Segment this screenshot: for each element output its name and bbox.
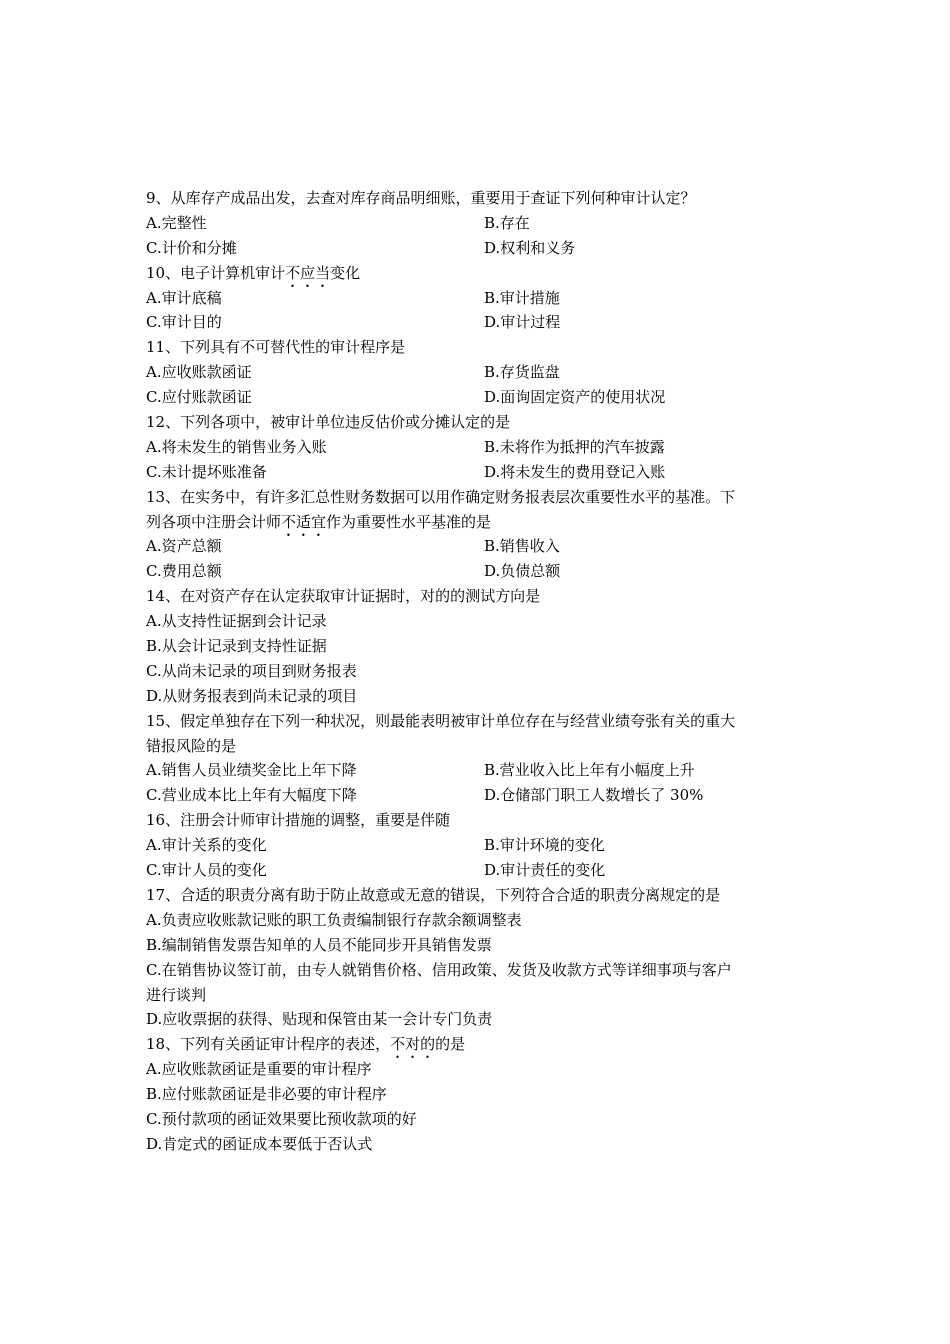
- question-13-options-row-2: [146, 559, 816, 584]
- question-9-options-row-1: [146, 211, 816, 236]
- stem-text: 变化: [330, 263, 361, 282]
- question-15-options-row-1: [146, 758, 816, 783]
- question-13-options-row-1: [146, 534, 816, 559]
- emphasized-text: 不对的: [390, 1035, 436, 1054]
- question-15-options-row-2: [146, 783, 816, 808]
- question-18-option-c: C.预付款项的函证效果要比预收款项的好: [146, 1109, 417, 1128]
- question-13-option-d: D.负债总额: [484, 562, 561, 581]
- question-16-options-row-1: [146, 833, 816, 858]
- stem-text: 作为重要性水平基准的是: [326, 512, 492, 531]
- question-18-option-d: D.肯定式的函证成本要低于否认式: [146, 1134, 373, 1153]
- question-18-option-b: B.应付账款函证是非必要的审计程序: [146, 1085, 387, 1104]
- stem-text: 10、电子计算机审计: [146, 263, 286, 282]
- question-11-option-d: D.面询固定资产的使用状况: [484, 388, 666, 407]
- stem-text: 18、下列有关函证审计程序的表述，: [146, 1035, 391, 1054]
- question-9-stem: 9、从库存产成品出发，去查对库存商品明细账，重要用于查证下列何种审计认定？: [146, 189, 696, 207]
- question-12-option-d: D.将未发生的费用登记入账: [484, 462, 666, 481]
- question-10-option-d: D.审计过程: [484, 313, 561, 332]
- question-12-option-b: B.未将作为抵押的汽车披露: [484, 437, 665, 456]
- question-11-option-b: B.存货监盘: [484, 363, 560, 382]
- question-15-stem-line-1: 15、假定单独存在下列一种状况，则最能表明被审计单位存在与经营业绩夸张有关的重大: [146, 711, 736, 730]
- question-15-option-c: C.营业成本比上年有大幅度下降: [146, 786, 357, 805]
- question-14-option-b: B.从会计记录到支持性证据: [146, 637, 327, 656]
- question-12-option-c: C.未计提坏账准备: [146, 462, 267, 481]
- question-13-stem-line-1: 13、在实务中，有许多汇总性财务数据可以用作确定财务报表层次重要性水平的基准。下: [146, 487, 736, 506]
- emphasized-text: 不应当: [285, 263, 331, 282]
- stem-text: 的是: [435, 1035, 466, 1054]
- question-17-option-c: C.在销售协议签订前，由专人就销售价格、信用政策、发货及收款方式等详细事项与客户: [146, 960, 732, 979]
- question-11-option-a: A.应收账款函证: [146, 363, 252, 382]
- question-18-option-a: A.应收账款函证是重要的审计程序: [146, 1060, 372, 1079]
- question-17-option-d: D.应收票据的获得、贴现和保管由某一会计专门负责: [146, 1010, 493, 1029]
- question-11-stem: 11、下列具有不可替代性的审计程序是: [146, 338, 406, 357]
- question-list: [146, 186, 816, 1157]
- question-14-stem: 14、在对资产存在认定获取审计证据时，对的的测试方向是: [146, 587, 541, 606]
- question-16-option-c: C.审计人员的变化: [146, 861, 267, 880]
- question-10-option-b: B.审计措施: [484, 288, 560, 307]
- question-15-option-b: B.营业收入比上年有小幅度上升: [484, 761, 695, 780]
- question-14-option-a: A.从支持性证据到会计记录: [146, 612, 327, 631]
- question-16-option-a: A.审计关系的变化: [146, 836, 267, 855]
- question-18-stem: [146, 1032, 816, 1057]
- question-10-stem: [146, 261, 816, 286]
- question-12-stem: 12、下列各项中，被审计单位违反估价或分摊认定的是: [146, 413, 511, 432]
- question-11-options-row-2: [146, 385, 816, 410]
- stem-text: 列各项中注册会计师: [146, 512, 282, 531]
- question-16-stem: 16、注册会计师审计措施的调整，重要是伴随: [146, 811, 451, 830]
- question-13-option-b: B.销售收入: [484, 537, 560, 556]
- question-17-option-b: B.编制销售发票告知单的人员不能同步开具销售发票: [146, 935, 492, 954]
- question-16-option-b: B.审计环境的变化: [484, 836, 605, 855]
- question-16-option-d: D.审计责任的变化: [484, 861, 606, 880]
- question-11-options-row-1: [146, 360, 816, 385]
- question-9-option-a: A.完整性: [146, 213, 207, 232]
- question-14-option-c: C.从尚未记录的项目到财务报表: [146, 661, 357, 680]
- question-15-option-a: A.销售人员业绩奖金比上年下降: [146, 761, 357, 780]
- question-15-stem-line-2: 错报风险的是: [146, 736, 237, 755]
- question-12-options-row-1: [146, 435, 816, 460]
- question-16-options-row-2: [146, 858, 816, 883]
- question-14-option-d: D.从财务报表到尚未记录的项目: [146, 686, 358, 705]
- question-9-option-d: D.权利和义务: [484, 238, 576, 257]
- question-13-option-a: A.资产总额: [146, 537, 222, 556]
- question-13-stem-line-2: [146, 510, 816, 535]
- question-12-options-row-2: [146, 460, 816, 485]
- question-10-option-c: C.审计目的: [146, 313, 222, 332]
- question-9-option-b: B.存在: [484, 213, 530, 232]
- question-17-option-c-continued: 进行谈判: [146, 985, 207, 1004]
- question-10-option-a: A.审计底稿: [146, 288, 222, 307]
- question-11-option-c: C.应付账款函证: [146, 388, 252, 407]
- question-12-option-a: A.将未发生的销售业务入账: [146, 437, 327, 456]
- question-10-options-row-2: [146, 310, 816, 335]
- question-10-options-row-1: [146, 286, 816, 311]
- question-13-option-c: C.费用总额: [146, 562, 222, 581]
- question-17-stem: 17、合适的职责分离有助于防止故意或无意的错误，下列符合合适的职责分离规定的是: [146, 885, 721, 904]
- question-9-options-row-2: [146, 236, 816, 261]
- emphasized-text: 不适宜: [281, 512, 327, 531]
- question-17-option-a: A.负责应收账款记账的职工负责编制银行存款余额调整表: [146, 910, 522, 929]
- question-15-option-d: D.仓储部门职工人数增长了 30%: [484, 786, 704, 805]
- question-9-option-c: C.计价和分摊: [146, 238, 237, 257]
